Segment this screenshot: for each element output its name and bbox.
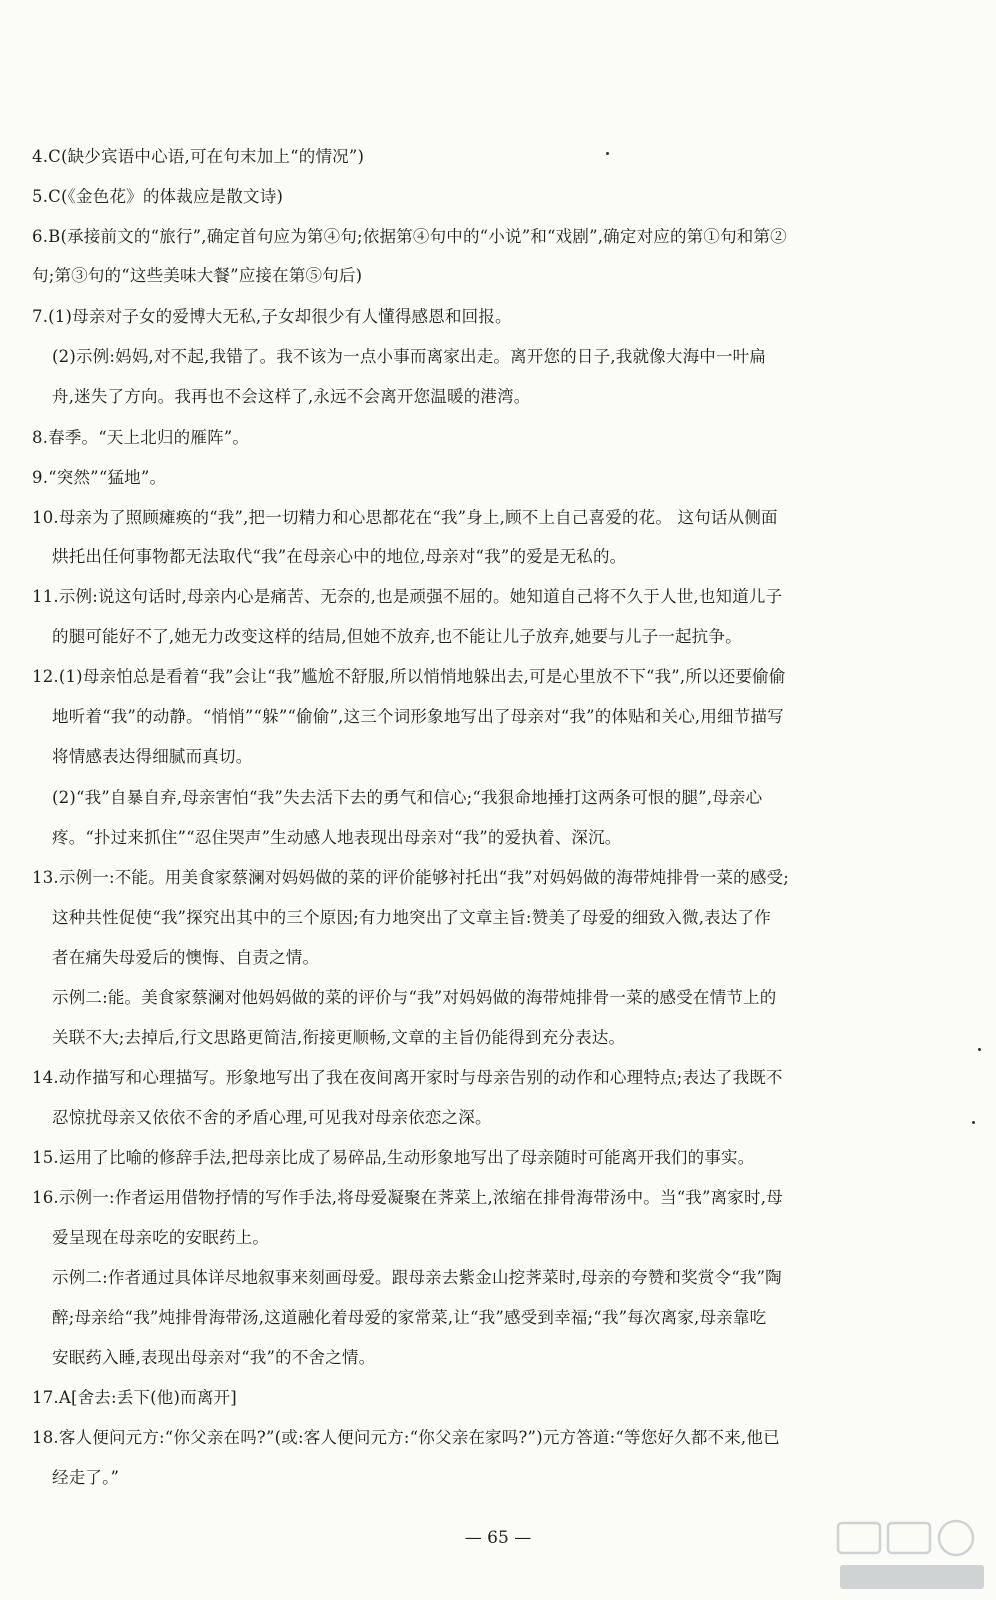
answer-14-line-1: 14.动作描写和心理描写。形象地写出了我在夜间离开家时与母亲告别的动作和心理特点;表达了我既不 — [32, 1068, 783, 1087]
answer-16-ex1-line-2: 爱呈现在母亲吃的安眠药上。 — [52, 1228, 270, 1247]
answer-7-part-1: 7.(1)母亲对子女的爱博大无私,子女却很少有人懂得感恩和回报。 — [32, 307, 512, 326]
scan-speck — [972, 1121, 975, 1124]
answer-16-ex1-line-1: 16.示例一:作者运用借物抒情的写作手法,将母爱凝聚在荠菜上,浓缩在排骨海带汤中。当“我”离家时,母 — [32, 1188, 783, 1207]
answer-10-line-2: 烘托出任何事物都无法取代“我”在母亲心中的地位,母亲对“我”的爱是无私的。 — [52, 547, 627, 566]
answer-18-line-2: 经走了。” — [52, 1468, 120, 1487]
answer-15: 15.运用了比喻的修辞手法,把母亲比成了易碎品,生动形象地写出了母亲随时可能离开我们的事实。 — [32, 1148, 755, 1167]
scan-speck — [606, 152, 609, 155]
answer-12-part-1-line-2: 地听着“我”的动静。“悄悄”“躲”“偷偷”,这三个词形象地写出了母亲对“我”的体贴和关心,用细节描写 — [52, 707, 784, 726]
answer-6-line-1: 6.B(承接前文的“旅行”,确定首句应为第④句;依据第④句中的“小说”和“戏剧”,确定对应的第①句和第② — [32, 227, 787, 246]
answer-9: 9.“突然”“猛地”。 — [32, 468, 167, 487]
answer-16-ex2-line-2: 醉;母亲给“我”炖排骨海带汤,这道融化着母爱的家常菜,让“我”感受到幸福;“我”每次离家,母亲靠吃 — [52, 1308, 767, 1327]
answer-6-line-2: 句;第③句的“这些美味大餐”应接在第⑤句后) — [32, 266, 363, 285]
answer-18-line-1: 18.客人便问元方:“你父亲在吗?”(或:客人便问元方:“你父亲在家吗?”)元方答道:“等您好久都不来,他已 — [32, 1428, 780, 1447]
answer-13-ex1-line-1: 13.示例一:不能。用美食家蔡澜对妈妈做的菜的评价能够衬托出“我”对妈妈做的海带炖排骨一菜的感受; — [32, 868, 790, 887]
answer-13-ex1-line-3: 者在痛失母爱后的懊悔、自责之情。 — [52, 948, 320, 967]
answer-12-part-2-line-1: (2)“我”自暴自弃,母亲害怕“我”失去活下去的勇气和信心;“我狠命地捶打这两条可恨的腿”,母亲心 — [52, 788, 763, 807]
answer-5: 5.C(《金色花》的体裁应是散文诗) — [32, 187, 284, 206]
answer-12-part-1-line-1: 12.(1)母亲怕总是看着“我”会让“我”尴尬不舒服,所以悄悄地躲出去,可是心里放不下“我”,所以还要偷偷 — [32, 667, 786, 686]
site-logo-watermark — [832, 1517, 992, 1597]
answer-12-part-1-line-3: 将情感表达得细腻而真切。 — [52, 747, 253, 766]
answer-4: 4.C(缺少宾语中心语,可在句末加上“的情况”) — [32, 147, 365, 166]
scan-speck — [978, 1048, 981, 1051]
answer-7-part-2-line-1: (2)示例:妈妈,对不起,我错了。我不该为一点小事而离家出走。离开您的日子,我就像大海中一叶扁 — [52, 347, 767, 366]
page-number: — 65 — — [464, 1528, 532, 1548]
answer-10-line-1: 10.母亲为了照顾瘫痪的“我”,把一切精力和心思都花在“我”身上,顾不上自己喜爱的花。 这句话从侧面 — [32, 508, 778, 527]
answer-16-ex2-line-3: 安眠药入睡,表现出母亲对“我”的不舍之情。 — [52, 1348, 376, 1367]
answer-14-line-2: 忍惊扰母亲又依依不舍的矛盾心理,可见我对母亲依恋之深。 — [52, 1108, 492, 1127]
answer-13-ex2-line-1: 示例二:能。美食家蔡澜对他妈妈做的菜的评价与“我”对妈妈做的海带炖排骨一菜的感受在情节上的 — [52, 988, 777, 1007]
answer-11-line-1: 11.示例:说这句话时,母亲内心是痛苦、无奈的,也是顽强不屈的。她知道自己将不久于人世,也知道儿子 — [32, 587, 783, 606]
answer-8: 8.春季。“天上北归的雁阵”。 — [32, 428, 250, 447]
answer-16-ex2-line-1: 示例二:作者通过具体详尽地叙事来刻画母爱。跟母亲去紫金山挖荠菜时,母亲的夸赞和奖赏令“我”陶 — [52, 1268, 782, 1287]
answer-17: 17.A[舍去:丢下(他)而离开] — [32, 1388, 237, 1407]
answer-13-ex1-line-2: 这种共性促使“我”探究出其中的三个原因;有力地突出了文章主旨:赞美了母爱的细致入微,表达了作 — [52, 908, 771, 927]
answer-12-part-2-line-2: 疼。“扑过来抓住”“忍住哭声”生动感人地表现出母亲对“我”的爱执着、深沉。 — [52, 828, 622, 847]
answer-7-part-2-line-2: 舟,迷失了方向。我再也不会这样了,永远不会离开您温暖的港湾。 — [52, 387, 531, 406]
answer-13-ex2-line-2: 关联不大;去掉后,行文思路更简洁,衔接更顺畅,文章的主旨仍能得到充分表达。 — [52, 1028, 626, 1047]
answer-11-line-2: 的腿可能好不了,她无力改变这样的结局,但她不放弃,也不能让儿子放弃,她要与儿子一起抗争。 — [52, 627, 742, 646]
